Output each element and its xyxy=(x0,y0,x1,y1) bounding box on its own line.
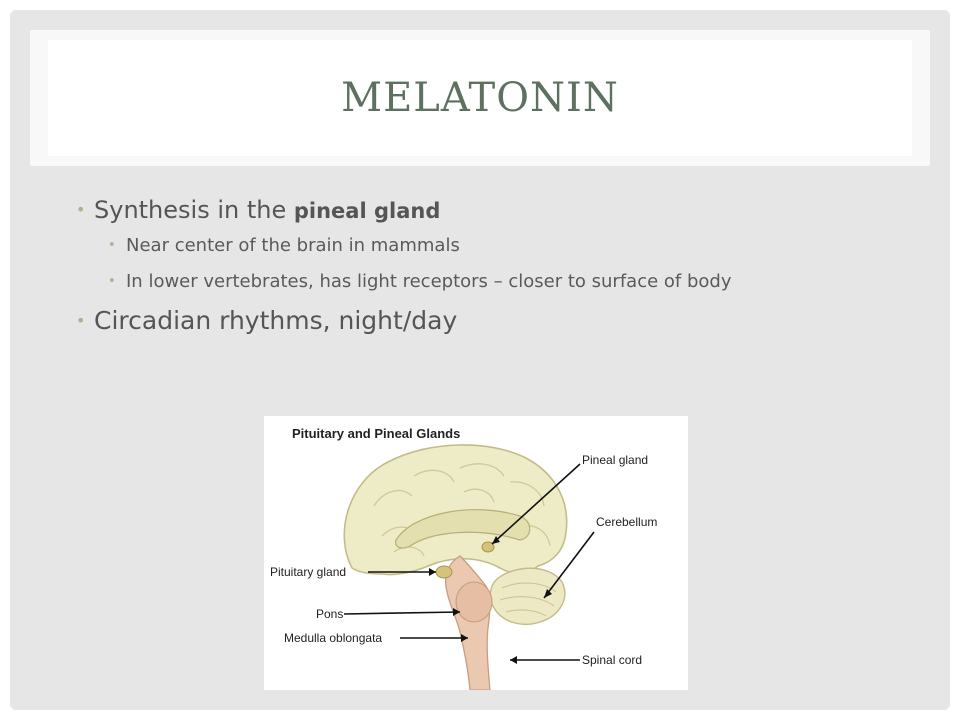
bullet-dot-icon: • xyxy=(76,311,86,330)
cerebrum-shape xyxy=(344,445,566,575)
slide-title: MELATONIN xyxy=(341,75,619,121)
sub-bullet-text: Near center of the brain in mammals xyxy=(126,235,460,256)
sub-bullet-brain-center xyxy=(108,233,846,258)
brain-diagram-svg xyxy=(264,416,688,690)
label-pituitary-gland: Pituitary gland xyxy=(270,565,347,579)
sub-bullet-light-receptors xyxy=(108,269,846,294)
slide xyxy=(10,10,950,710)
bullet-circadian-text: Circadian rhythms, night/day xyxy=(94,306,458,335)
title-box xyxy=(48,40,912,156)
bullet-synthesis xyxy=(76,194,896,227)
label-pons: Pons xyxy=(316,607,344,621)
bullet-dot-icon: • xyxy=(108,274,116,289)
bullet-synthesis-bold: pineal gland xyxy=(293,199,441,223)
bullet-dot-icon: • xyxy=(76,200,86,219)
cerebellum-shape xyxy=(490,568,564,624)
pons-shape xyxy=(456,582,492,622)
brain-diagram xyxy=(264,416,688,690)
pituitary-gland-shape xyxy=(436,566,452,578)
sub-bullet-text: In lower vertebrates, has light receptors – closer to surface of body xyxy=(126,271,732,292)
brainstem-shape xyxy=(446,556,490,690)
label-pineal-gland: Pineal gland xyxy=(582,453,649,467)
bullet-dot-icon: • xyxy=(108,238,116,253)
bullet-list xyxy=(76,194,896,343)
label-medulla-oblongata: Medulla oblongata xyxy=(284,631,383,645)
bullet-circadian xyxy=(76,305,896,337)
bullet-synthesis-text: Synthesis in the xyxy=(94,196,294,224)
title-frame xyxy=(30,30,930,166)
label-spinal-cord: Spinal cord xyxy=(582,653,643,667)
diagram-title: Pituitary and Pineal Glands xyxy=(292,426,461,441)
label-cerebellum: Cerebellum xyxy=(596,515,658,529)
